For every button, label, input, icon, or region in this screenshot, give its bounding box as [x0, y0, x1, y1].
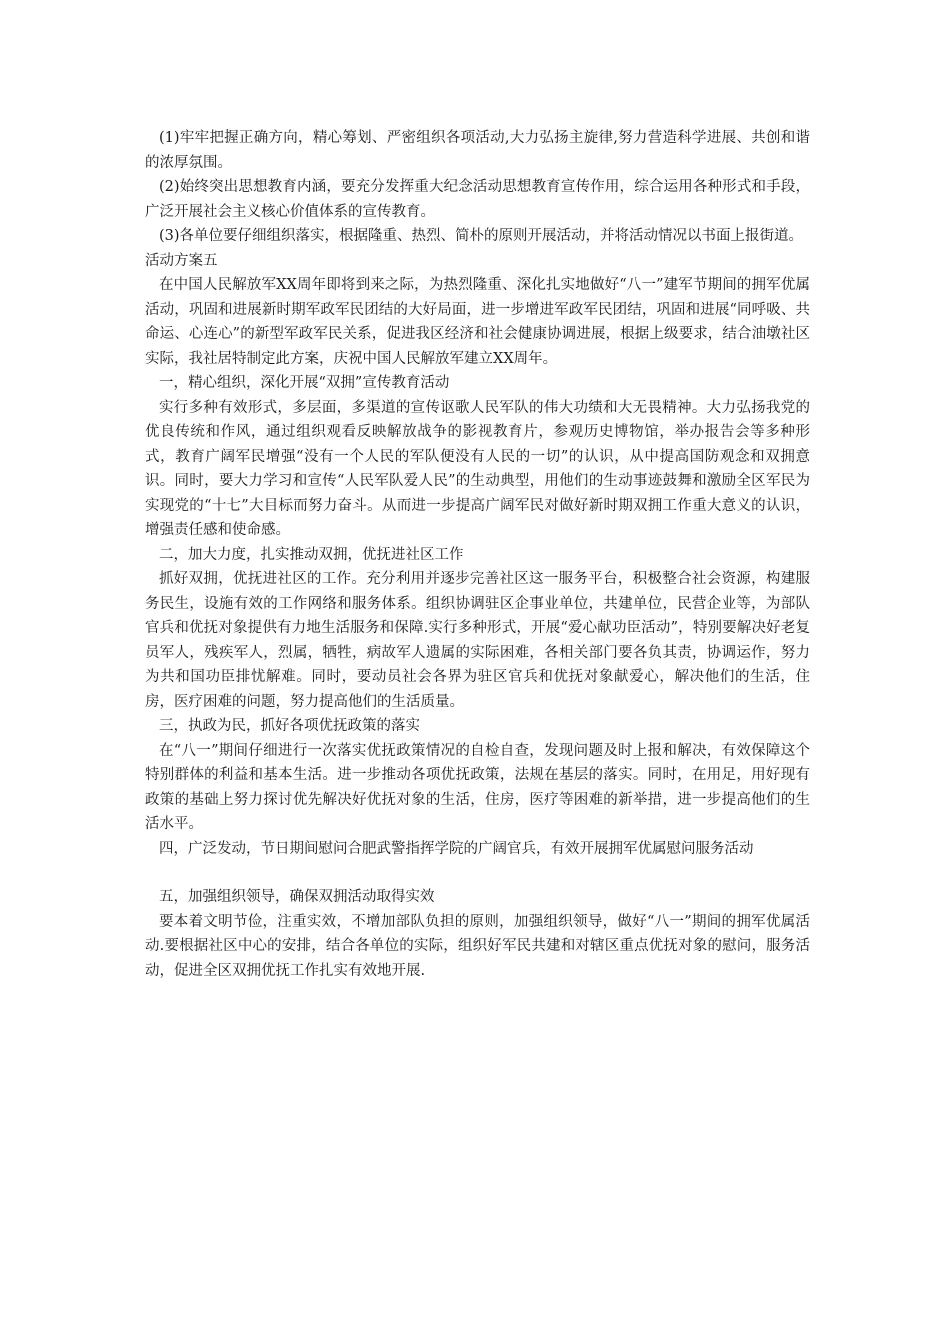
section-title: 活动方案五: [145, 252, 218, 269]
heading-2: 二，加大力度，扎实推动双拥，优抚进社区工作: [159, 546, 464, 563]
heading-1: 一，精心组织，深化开展“双拥”宣传教育活动: [159, 375, 450, 391]
heading-5: 五，加强组织领导，确保双拥活动取得实效: [159, 889, 435, 905]
intro-paragraph: 在中国人民解放军XX周年即将到来之际，为热烈隆重、深化扎实地做好“八一”建军节期间的拥军优属活动，巩固和进展新时期军政军民团结的大好局面，进一步增进军政军民团结，巩固和进展“同呼吸、共命运、心连心”的新型军政军民关系，促进我区经济和社会健康协调进展，根据上级要求，结合油墩社区实际，我社居特制定此方案，庆祝中国人民解放军建立XX周年。: [145, 277, 810, 367]
paragraph-1: 实行多种有效形式，多层面，多渠道的宣传讴歌人民军队的伟大功绩和大无畏精神。大力弘扬我党的优良传统和作风，通过组织观看反映解放战争的影视教育片，参观历史博物馆，举办报告会等多种形式，教育广阔军民增强“没有一个人民的军队便没有人民的一切”的认识，从中提高国防观念和双拥意识。同时，要大力学习和宣传“人民军队爱人民”的生动典型，用他们的生动事迹鼓舞和激励全区军民为实现党的“十七”大目标而努力奋斗。从而进一步提高广阔军民对做好新时期双拥工作重大意义的认识，增强责任感和使命感。: [145, 399, 810, 538]
document-body: [145, 126, 810, 983]
paragraph-3: 在“八一”期间仔细进行一次落实优抚政策情况的自检自查，发现问题及时上报和解决，有效保障这个特别群体的利益和基本生活。进一步推动各项优抚政策，法规在基层的落实。同时，在用足，用好现有政策的基础上努力探讨优先解决好优抚对象的生活，住房，医疗等困难的新举措，进一步提高他们的生活水平。: [145, 742, 810, 832]
list-item-2: (2)始终突出思想教育内涵，要充分发挥重大纪念活动思想教育宣传作用，综合运用各种形式和手段，广泛开展社会主义核心价值体系的宣传教育。: [145, 179, 810, 220]
heading-3: 三，执政为民，抓好各项优抚政策的落实: [159, 718, 420, 734]
heading-4: 四，广泛发动，节日期间慰问合肥武警指挥学院的广阔官兵，有效开展拥军优属慰问服务活动: [159, 840, 754, 857]
paragraph-5: 要本着文明节俭，注重实效，不增加部队负担的原则，加强组织领导，做好“八一”期间的拥军优属活动.要根据社区中心的安排，结合各单位的实际，组织好军民共建和对辖区重点优抚对象的慰问，服务活动，促进全区双拥优抚工作扎实有效地开展.: [145, 913, 810, 979]
paragraph-2: 抓好双拥，优抚进社区的工作。充分利用并逐步完善社区这一服务平台，积极整合社会资源，构建服务民生，设施有效的工作网络和服务体系。组织协调驻区企事业单位，共建单位，民营企业等，为部队官兵和优抚对象提供有力地生活服务和保障.实行多种形式，开展“爱心献功臣活动”，特别要解决好老复员军人，残疾军人，烈属，牺牲，病故军人遗属的实际困难，各相关部门要各负其责，协调运作，努力为共和国功臣排忧解难。同时，要动员社会各界为驻区官兵和优抚对象献爱心，解决他们的生活，住房，医疗困难的问题，努力提高他们的生活质量。: [145, 571, 810, 710]
list-item-3: (3)各单位要仔细组织落实，根据隆重、热烈、简朴的原则开展活动，并将活动情况以书面上报街道。: [159, 228, 804, 244]
blank-line: [145, 861, 810, 885]
list-item-1: (1)牢牢把握正确方向，精心筹划、严密组织各项活动,大力弘扬主旋律,努力营造科学进展、共创和谐的浓厚氛围。: [145, 130, 810, 171]
